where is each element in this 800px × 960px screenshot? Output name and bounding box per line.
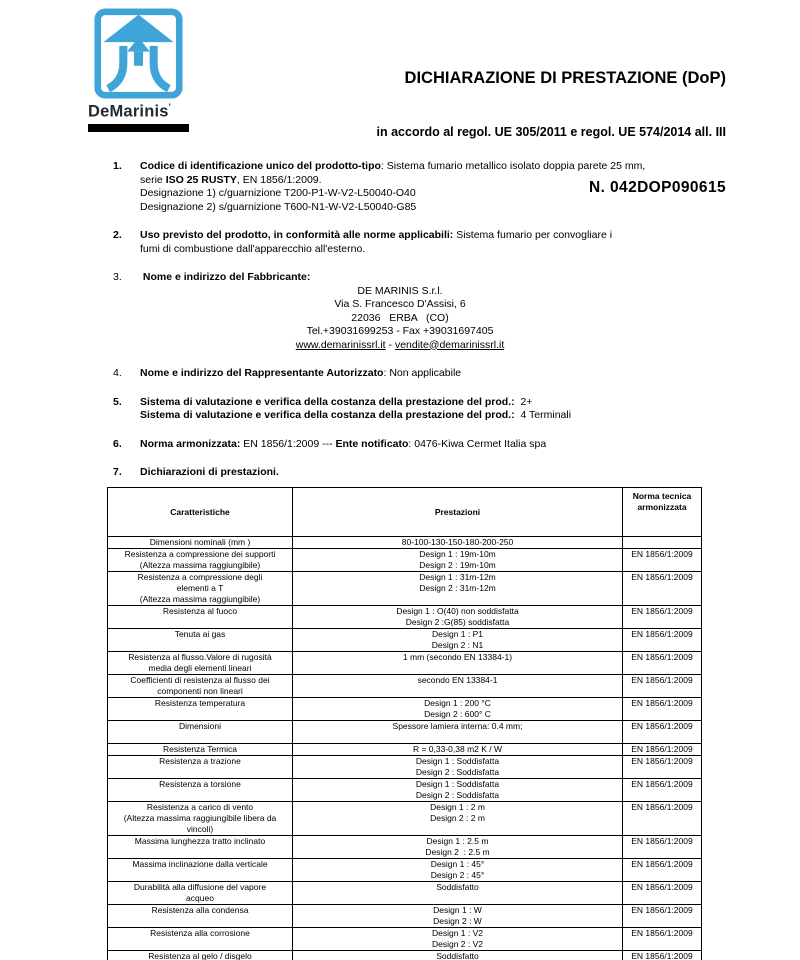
norm-cell: EN 1856/1:2009 [623,905,702,928]
performance-cell: Design 1 : Soddisfatta Design 2 : Soddisfatta [293,756,623,779]
item-line [140,160,725,174]
text-segment: Tel.+39031699253 - Fax +39031697405 [306,325,494,337]
item-line [140,243,725,257]
table-row [108,652,702,675]
item-number: 4. [113,367,122,379]
document-number: N. 042DOP090615 [589,179,726,196]
item-text [140,229,725,256]
table-row [108,802,702,836]
table-row [108,675,702,698]
text-segment: : Non applicabile [383,367,462,379]
list-item [113,438,725,452]
characteristic-cell: Resistenza alla condensa [108,905,293,928]
item-number: 3. [113,271,122,283]
small-arrow-shaft [134,52,143,66]
text-segment: fumi di combustione dall'apparecchio all'esterno. [140,242,366,255]
performance-cell: Design 1 : V2 Design 2 : V2 [293,928,623,951]
characteristic-cell: Resistenza al gelo / disgelo [108,951,293,960]
characteristic-cell: Durabilità alla diffusione del vapore acqueo [108,882,293,905]
norm-cell: EN 1856/1:2009 [623,652,702,675]
text-segment: 2+ [514,395,533,408]
text-segment: DE MARINIS S.r.l. [357,284,443,297]
item-line [140,201,725,215]
table-row [108,859,702,882]
table-row [108,721,702,744]
characteristic-cell: Resistenza alla corrosione [108,928,293,951]
performance-table [107,487,702,960]
characteristic-cell: Massima inclinazione dalla verticale [108,859,293,882]
item-number: 2. [113,229,122,241]
characteristic-cell: Resistenza a trazione [108,756,293,779]
performance-cell: Design 1 : 2 m Design 2 : 2 m [293,802,623,836]
norm-cell: EN 1856/1:2009 [623,675,702,698]
norm-cell: EN 1856/1:2009 [623,698,702,721]
text-segment: , EN 1856/1:2009. [236,173,322,186]
characteristic-cell: Resistenza a carico di vento (Altezza massima raggiungibile libera da vincoli) [108,802,293,836]
item-text [140,367,725,381]
performance-cell: Design 1 : W Design 2 : W [293,905,623,928]
table-row [108,905,702,928]
table-row [108,882,702,905]
item-text [140,438,725,452]
brand-mark: ' [168,102,172,112]
document-title: DICHIARAZIONE DI PRESTAZIONE (DoP) [404,69,726,87]
performance-cell: Design 1 : O(40) non soddisfatta Design 2 :G(85) soddisfatta [293,606,623,629]
characteristic-cell: Coefficienti di resistenza al flusso dei componenti non lineari [108,675,293,698]
norm-cell: EN 1856/1:2009 [623,802,702,836]
performance-cell: R = 0,33-0,38 m2 K / W [293,744,623,756]
table-row [108,836,702,859]
item-line [140,187,725,201]
document-subtitle: in accordo al regol. UE 305/2011 e regol. UE 574/2014 all. III [376,125,726,139]
logo-bar [88,124,189,132]
performance-cell: Design 1 : Soddisfatta Design 2 : Soddisfatta [293,779,623,802]
right-flue-leg [154,46,169,89]
norm-cell [623,537,702,549]
table-row [108,698,702,721]
text-segment: Codice di identificazione unico del prodotto-tipo [140,160,381,172]
website-link[interactable]: www.demarinissrl.it [295,338,386,351]
performance-cell: Spessore lamiera interna: 0.4 mm; [293,721,623,744]
list-item [113,367,725,381]
chimney-arrow-icon [91,8,186,99]
text-segment: - [385,338,395,351]
item-line [140,367,725,381]
characteristic-cell: Resistenza a torsione [108,779,293,802]
item-text [140,160,725,214]
table-row [108,629,702,652]
norm-cell: EN 1856/1:2009 [623,836,702,859]
performance-cell: Design 1 : 200 °C Design 2 : 600° C [293,698,623,721]
table-header [108,488,702,537]
norm-cell: EN 1856/1:2009 [623,779,702,802]
item-line [140,396,725,410]
item-line [140,285,660,299]
text-segment: Designazione 2) s/guarnizione T600-N1-W-V2-L50040-G85 [140,200,417,213]
characteristic-cell: Resistenza al fuoco [108,606,293,629]
text-segment: EN 1856/1:2009 --- [240,437,336,450]
norm-cell: EN 1856/1:2009 [623,882,702,905]
performance-cell: Design 1 : 31m-12m Design 2 : 31m-12m [293,572,623,606]
item-line [140,325,660,339]
text-segment: ISO 25 RUSTY [165,173,237,186]
text-segment: : 0476-Kiwa Cermet Italia spa [408,437,547,450]
characteristic-cell: Tenuta ai gas [108,629,293,652]
performance-cell: 1 mm (secondo EN 13384-1) [293,652,623,675]
performance-cell: Design 1 : 19m-10m Design 2 : 19m-10m [293,549,623,572]
text-segment: : Sistema fumario metallico isolato doppia parete 25 mm, [380,160,646,172]
performance-cell: secondo EN 13384-1 [293,675,623,698]
list-item [113,229,725,256]
item-line [140,312,660,326]
table-row [108,756,702,779]
item-text [140,396,725,423]
norm-cell: EN 1856/1:2009 [623,951,702,960]
item-number: 6. [113,437,122,450]
norm-cell: EN 1856/1:2009 [623,859,702,882]
item-number: 1. [113,160,122,172]
performance-cell: Soddisfatto [293,882,623,905]
item-line [140,438,725,452]
item-line [140,298,660,312]
table-row [108,779,702,802]
characteristic-cell: Resistenza temperatura [108,698,293,721]
norm-cell: EN 1856/1:2009 [623,629,702,652]
column-header-caratteristiche: Caratteristiche [108,488,293,537]
text-segment: serie [140,173,166,186]
characteristic-cell: Resistenza a compressione dei supporti (Altezza massima raggiungibile) [108,549,293,572]
item-line [140,174,725,188]
text-segment: 4 Terminali [514,409,572,421]
list-item [113,271,725,352]
item-line [140,229,725,243]
norm-cell: EN 1856/1:2009 [623,572,702,606]
table-row [108,744,702,756]
performance-cell: Design 1 : 2.5 m Design 2 : 2.5 m [293,836,623,859]
item-line [140,339,660,353]
table-row [108,928,702,951]
norm-cell: EN 1856/1:2009 [623,744,702,756]
performance-cell: Design 1 : P1 Design 2 : N1 [293,629,623,652]
text-segment: Uso previsto del prodotto, in conformità alle norme applicabili: [140,229,454,241]
text-segment: 22036 ERBA (CO) [351,311,449,324]
characteristic-cell: Dimensioni [108,721,293,744]
items-list [113,160,725,495]
characteristic-cell: Dimensioni nominali (mm ) [108,537,293,549]
text-segment: Dichiarazioni di prestazioni. [140,466,279,478]
norm-cell: EN 1856/1:2009 [623,549,702,572]
characteristic-cell: Massima lunghezza tratto inclinato [108,836,293,859]
table-row [108,951,702,960]
characteristic-cell: Resistenza al flusso.Valore di rugosità media degli elementi lineari [108,652,293,675]
email-link[interactable]: vendite@demarinissrl.it [394,338,505,351]
text-segment: Sistema di valutazione e verifica della costanza della prestazione del prod.: [140,409,515,421]
table-row [108,549,702,572]
performance-cell: Design 1 : 45° Design 2 : 45° [293,859,623,882]
performance-cell: 80-100-130-150-180-200-250 [293,537,623,549]
item-number: 5. [113,395,122,408]
norm-cell: EN 1856/1:2009 [623,721,702,744]
item-text [140,271,725,352]
item-number: 7. [113,466,122,478]
performance-table-body [108,537,702,960]
list-item [113,396,725,423]
list-item [113,160,725,214]
brand-name: DeMarinis' [88,102,172,121]
table-header-row [108,488,702,537]
norm-cell: EN 1856/1:2009 [623,756,702,779]
table-row [108,572,702,606]
table-row [108,606,702,629]
text-segment: Norma armonizzata: [140,437,241,450]
norm-cell: EN 1856/1:2009 [623,928,702,951]
performance-cell: Soddisfatto [293,951,623,960]
text-segment: Sistema fumario per convogliare i [453,229,613,241]
characteristic-cell: Resistenza a compressione degli elementi a T (Altezza massima raggiungibile) [108,572,293,606]
text-segment: Via S. Francesco D'Assisi, 6 [334,298,466,310]
column-header-prestazioni: Prestazioni [293,488,623,537]
norm-cell: EN 1856/1:2009 [623,606,702,629]
text-segment: Nome e indirizzo del Rappresentante Autorizzato [140,367,384,379]
left-flue-leg [108,46,123,89]
item-line [140,271,725,285]
characteristic-cell: Resistenza Termica [108,744,293,756]
text-segment: Nome e indirizzo del Fabbricante: [140,271,311,283]
column-header-norma: Norma tecnica armonizzata [623,488,702,537]
item-line [140,409,725,423]
text-segment: Designazione 1) c/guarnizione T200-P1-W-V2-L50040-O40 [140,187,416,199]
table-row [108,537,702,549]
demarinis-logo [88,8,189,132]
item-line [140,466,725,480]
item-text [140,466,725,480]
list-item [113,466,725,480]
text-segment: Ente notificato [335,437,409,450]
text-segment: Sistema di valutazione e verifica della costanza della prestazione del prod.: [140,395,515,408]
